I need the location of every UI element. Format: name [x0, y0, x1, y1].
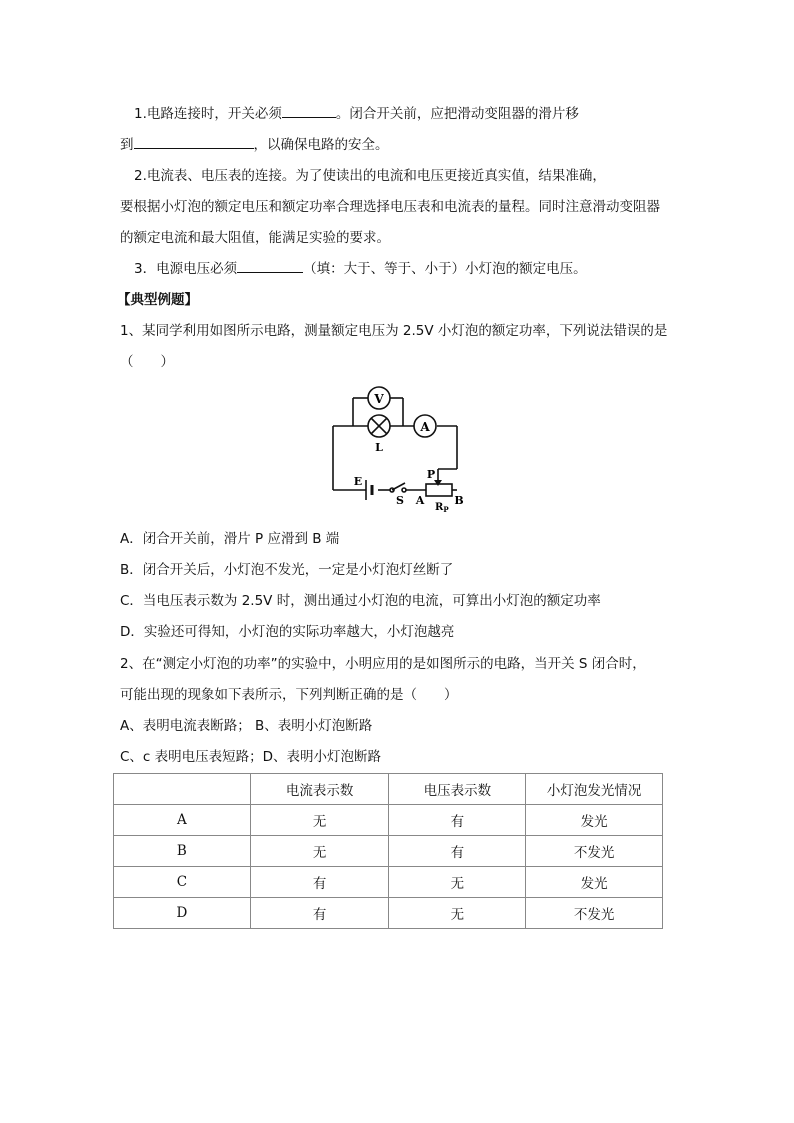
q1-stem: 1、某同学利用如图所示电路，测量额定电压为 2.5V 小灯泡的额定功率，下列说法错误的是 — [120, 323, 668, 339]
q2-options-ab: A、表明电流表断路； B、表明小灯泡断路 — [120, 718, 373, 734]
lamp-icon — [368, 415, 390, 437]
q2-options-cd: C、c 表明电压表短路；D、表明小灯泡断路 — [120, 749, 382, 765]
q1-option-a: A．闭合开关前，滑片 P 应滑到 B 端 — [120, 531, 340, 547]
item-3-text-a: 3．电源电压必须 — [134, 261, 238, 277]
q2-stem-line-1: 2、在“测定小灯泡的功率”的实验中，小明应用的是如图所示的电路，当开关 S 闭合时， — [120, 656, 646, 672]
q1-option-b: B．闭合开关后，小灯泡不发光，一定是小灯泡灯丝断了 — [120, 562, 454, 578]
table-cell: 有 — [250, 867, 389, 898]
table-row — [114, 805, 663, 836]
item-2-text-a: 2.电流表、电压表的连接。为了使读出的电流和电压更接近真实值，结果准确， — [134, 168, 606, 184]
table-cell: 无 — [250, 805, 389, 836]
q1-option-d: D．实验还可得知，小灯泡的实际功率越大，小灯泡越亮 — [120, 624, 455, 640]
item-1-line-2 — [120, 136, 389, 154]
lamp-label: L — [375, 441, 383, 454]
table-cell: 有 — [389, 836, 526, 867]
fill-blank-3[interactable] — [237, 260, 303, 273]
table-cell: B — [114, 836, 251, 867]
table-header-row — [114, 774, 663, 805]
voltmeter-icon — [368, 387, 390, 409]
q1-paren: （ ） — [120, 354, 174, 370]
table-row — [114, 836, 663, 867]
item-2-line-2 — [120, 198, 660, 216]
item-3-text-b: （填：大于、等于、小于）小灯泡的额定电压。 — [303, 261, 587, 277]
item-2-line-3 — [120, 229, 390, 247]
results-table — [113, 773, 663, 929]
table-cell: 不发光 — [526, 898, 663, 929]
rheostat-letter: R — [435, 502, 444, 513]
table-cell: 有 — [250, 898, 389, 929]
table-row — [114, 867, 663, 898]
table-cell: A — [114, 805, 251, 836]
table-cell: 不发光 — [526, 836, 663, 867]
ammeter-label: A — [420, 420, 430, 434]
fill-blank-2[interactable] — [134, 136, 254, 149]
switch-label: S — [396, 494, 404, 507]
item-1-text-a: 1.电路连接时，开关必须 — [134, 106, 282, 122]
item-1-text-c: 到 — [120, 137, 134, 153]
item-1-line-1 — [134, 105, 579, 123]
end-a-label: A — [415, 494, 425, 507]
item-3-line — [134, 260, 587, 278]
slider-label: P — [426, 468, 436, 481]
table-cell: C — [114, 867, 251, 898]
section-title: 【典型例题】 — [117, 292, 198, 308]
table-header-cell: 电流表示数 — [250, 774, 389, 805]
rheostat-label — [435, 502, 449, 514]
battery-label: E — [353, 475, 363, 488]
item-2-text-c: 的额定电流和最大阻值，能满足实验的要求。 — [120, 230, 390, 246]
table-cell: D — [114, 898, 251, 929]
table-cell: 发光 — [526, 805, 663, 836]
table-cell: 无 — [389, 867, 526, 898]
item-1-text-d: ，以确保电路的安全。 — [253, 137, 389, 153]
table-cell: 无 — [250, 836, 389, 867]
q2-stem-line-2: 可能出现的现象如下表所示，下列判断正确的是（ ） — [120, 687, 458, 703]
table-cell: 发光 — [526, 867, 663, 898]
fill-blank-1[interactable] — [282, 105, 336, 118]
ammeter-icon — [414, 415, 436, 437]
voltmeter-label: V — [374, 392, 384, 406]
table-cell: 无 — [389, 898, 526, 929]
table-cell: 有 — [389, 805, 526, 836]
table-header-cell: 电压表示数 — [389, 774, 526, 805]
end-b-label: B — [454, 494, 464, 507]
table-header-cell — [114, 774, 251, 805]
item-2-text-b: 要根据小灯泡的额定电压和额定功率合理选择电压表和电流表的量程。同时注意滑动变阻器 — [120, 199, 660, 215]
rheostat-subscript: P — [443, 505, 449, 514]
table-row — [114, 898, 663, 929]
table-header-cell: 小灯泡发光情况 — [526, 774, 663, 805]
circuit-diagram — [320, 380, 470, 520]
q1-option-c: C．当电压表示数为 2.5V 时，测出通过小灯泡的电流，可算出小灯泡的额定功率 — [120, 593, 601, 609]
item-1-text-b: 。闭合开关前，应把滑动变阻器的滑片移 — [335, 106, 579, 122]
item-2-line-1 — [134, 167, 606, 185]
